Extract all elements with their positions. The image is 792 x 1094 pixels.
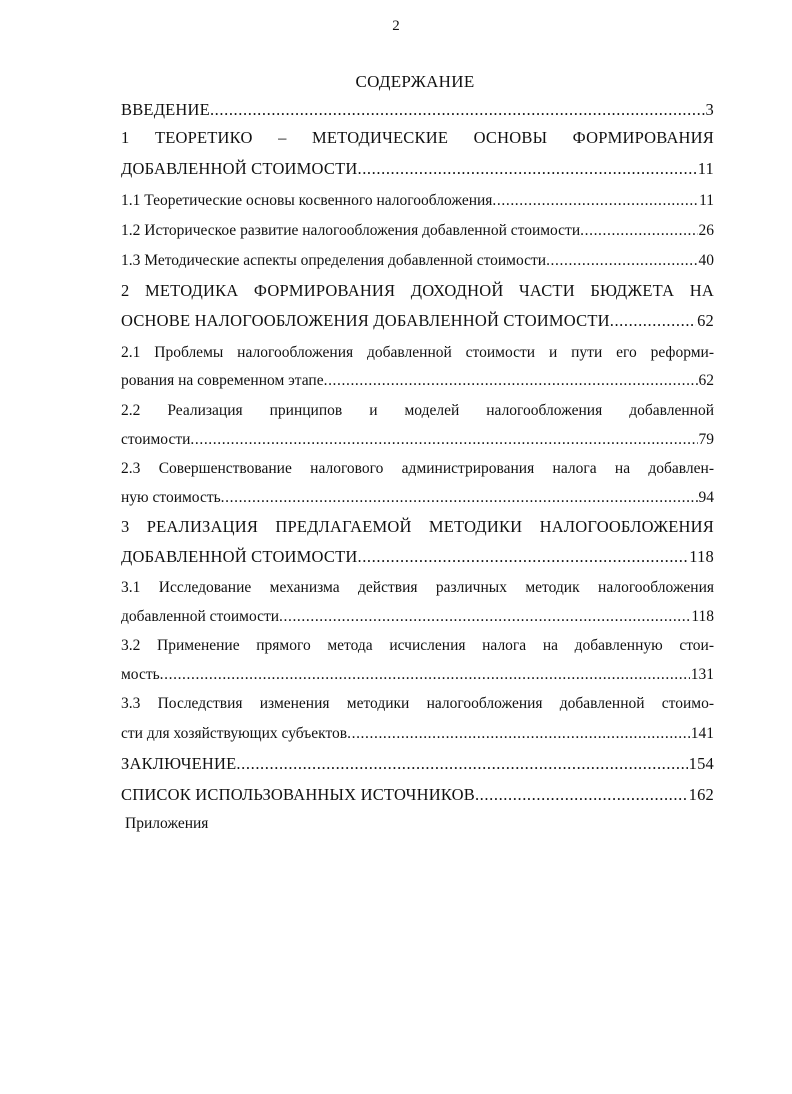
toc-entry-label: рования на современном этапе bbox=[121, 372, 324, 389]
toc-entry-label: добавленной стоимости bbox=[121, 608, 280, 625]
toc-entry-1-3[interactable] bbox=[121, 249, 714, 273]
toc-entry-chapter-1-cont[interactable] bbox=[121, 157, 714, 181]
toc-entry-chapter-3[interactable]: 3 РЕАЛИЗАЦИЯ ПРЕДЛАГАЕМОЙ МЕТОДИКИ НАЛОГООБЛОЖЕНИЯ bbox=[121, 517, 714, 536]
toc-page-number: 11 bbox=[699, 192, 714, 209]
toc-page-number: 131 bbox=[690, 666, 714, 683]
toc-entry-appendices[interactable]: Приложения bbox=[125, 815, 209, 832]
leader-dots bbox=[221, 486, 698, 510]
toc-entry-1-2[interactable] bbox=[121, 219, 714, 243]
toc-page-number: 3 bbox=[705, 100, 714, 119]
toc-entry-intro[interactable] bbox=[121, 98, 714, 122]
toc-page-number: 79 bbox=[698, 431, 714, 448]
toc-entry-2-3-cont[interactable] bbox=[121, 486, 714, 510]
toc-entry-label: мость bbox=[121, 666, 160, 683]
toc-entry-3-2[interactable]: 3.2 Применение прямого метода исчисления налога на добавленную стои- bbox=[121, 637, 714, 654]
toc-entry-3-2-cont[interactable] bbox=[121, 663, 714, 687]
toc-entry-label: стоимости bbox=[121, 431, 191, 448]
leader-dots bbox=[210, 98, 705, 122]
toc-entry-conclusion[interactable] bbox=[121, 752, 714, 776]
toc-page-number: 40 bbox=[698, 252, 714, 269]
toc-page-number: 118 bbox=[689, 547, 714, 566]
leader-dots bbox=[347, 722, 690, 746]
toc-entry-label: ДОБАВЛЕННОЙ СТОИМОСТИ bbox=[121, 159, 358, 178]
toc-entry-chapter-1[interactable]: 1 ТЕОРЕТИКО – МЕТОДИЧЕСКИЕ ОСНОВЫ ФОРМИРОВАНИЯ bbox=[121, 128, 714, 147]
toc-entry-chapter-3-cont[interactable] bbox=[121, 545, 714, 569]
toc-entry-label: 1.1 Теоретические основы косвенного налогообложения bbox=[121, 192, 493, 209]
toc-entry-3-3-cont[interactable] bbox=[121, 722, 714, 746]
toc-entry-label: ДОБАВЛЕННОЙ СТОИМОСТИ bbox=[121, 547, 358, 566]
toc-entry-2-1[interactable]: 2.1 Проблемы налогообложения добавленной стоимости и пути его реформи- bbox=[121, 344, 714, 361]
toc-entry-chapter-2-cont[interactable] bbox=[121, 309, 714, 333]
leader-dots bbox=[492, 189, 698, 213]
toc-entry-2-3[interactable]: 2.3 Совершенствование налогового администрирования налога на добавлен- bbox=[121, 460, 714, 477]
toc-entry-label: 1.3 Методические аспекты определения добавленной стоимости bbox=[121, 252, 547, 269]
leader-dots bbox=[610, 309, 696, 333]
toc-entry-3-1-cont[interactable] bbox=[121, 605, 714, 629]
page-number: 2 bbox=[392, 18, 400, 34]
leader-dots bbox=[160, 663, 690, 687]
leader-dots bbox=[279, 605, 690, 629]
leader-dots bbox=[546, 249, 697, 273]
toc-entry-label: ВВЕДЕНИЕ bbox=[121, 100, 210, 119]
toc-entry-2-1-cont[interactable] bbox=[121, 369, 714, 393]
toc-entry-label: ЗАКЛЮЧЕНИЕ bbox=[121, 754, 237, 773]
toc-entry-chapter-2[interactable]: 2 МЕТОДИКА ФОРМИРОВАНИЯ ДОХОДНОЙ ЧАСТИ БЮДЖЕТА НА bbox=[121, 281, 714, 300]
leader-dots bbox=[190, 428, 697, 452]
toc-entry-1-1[interactable] bbox=[121, 189, 714, 213]
toc-entry-label: ОСНОВЕ НАЛОГООБЛОЖЕНИЯ ДОБАВЛЕННОЙ СТОИМОСТИ bbox=[121, 311, 610, 330]
leader-dots bbox=[475, 783, 688, 807]
toc-page-number: 62 bbox=[697, 311, 714, 330]
toc-entry-3-1[interactable]: 3.1 Исследование механизма действия различных методик налогообложения bbox=[121, 579, 714, 596]
toc-entry-label: 1.2 Историческое развитие налогообложения добавленной стоимости bbox=[121, 222, 581, 239]
toc-entry-label: СПИСОК ИСПОЛЬЗОВАННЫХ ИСТОЧНИКОВ bbox=[121, 785, 475, 804]
leader-dots bbox=[236, 752, 687, 776]
toc-page-number: 118 bbox=[691, 608, 714, 625]
toc-title: СОДЕРЖАНИЕ bbox=[355, 72, 475, 91]
toc-page-number: 141 bbox=[690, 725, 714, 742]
leader-dots bbox=[357, 545, 688, 569]
leader-dots bbox=[580, 219, 697, 243]
toc-entry-references[interactable] bbox=[121, 783, 714, 807]
leader-dots bbox=[357, 157, 696, 181]
leader-dots bbox=[324, 369, 698, 393]
toc-page-number: 26 bbox=[698, 222, 714, 239]
toc-page-number: 154 bbox=[688, 754, 714, 773]
toc-entry-3-3[interactable]: 3.3 Последствия изменения методики налогообложения добавленной стоимо- bbox=[121, 695, 714, 712]
toc-entry-label: сти для хозяйствующих субъектов bbox=[121, 725, 348, 742]
toc-page-number: 162 bbox=[688, 785, 714, 804]
toc-page-number: 94 bbox=[698, 489, 714, 506]
toc-entry-2-2[interactable]: 2.2 Реализация принципов и моделей налогообложения добавленной bbox=[121, 402, 714, 419]
toc-entry-2-2-cont[interactable] bbox=[121, 428, 714, 452]
toc-page-number: 62 bbox=[698, 372, 714, 389]
toc-page-number: 11 bbox=[697, 159, 714, 178]
toc-entry-label: ную стоимость bbox=[121, 489, 221, 506]
